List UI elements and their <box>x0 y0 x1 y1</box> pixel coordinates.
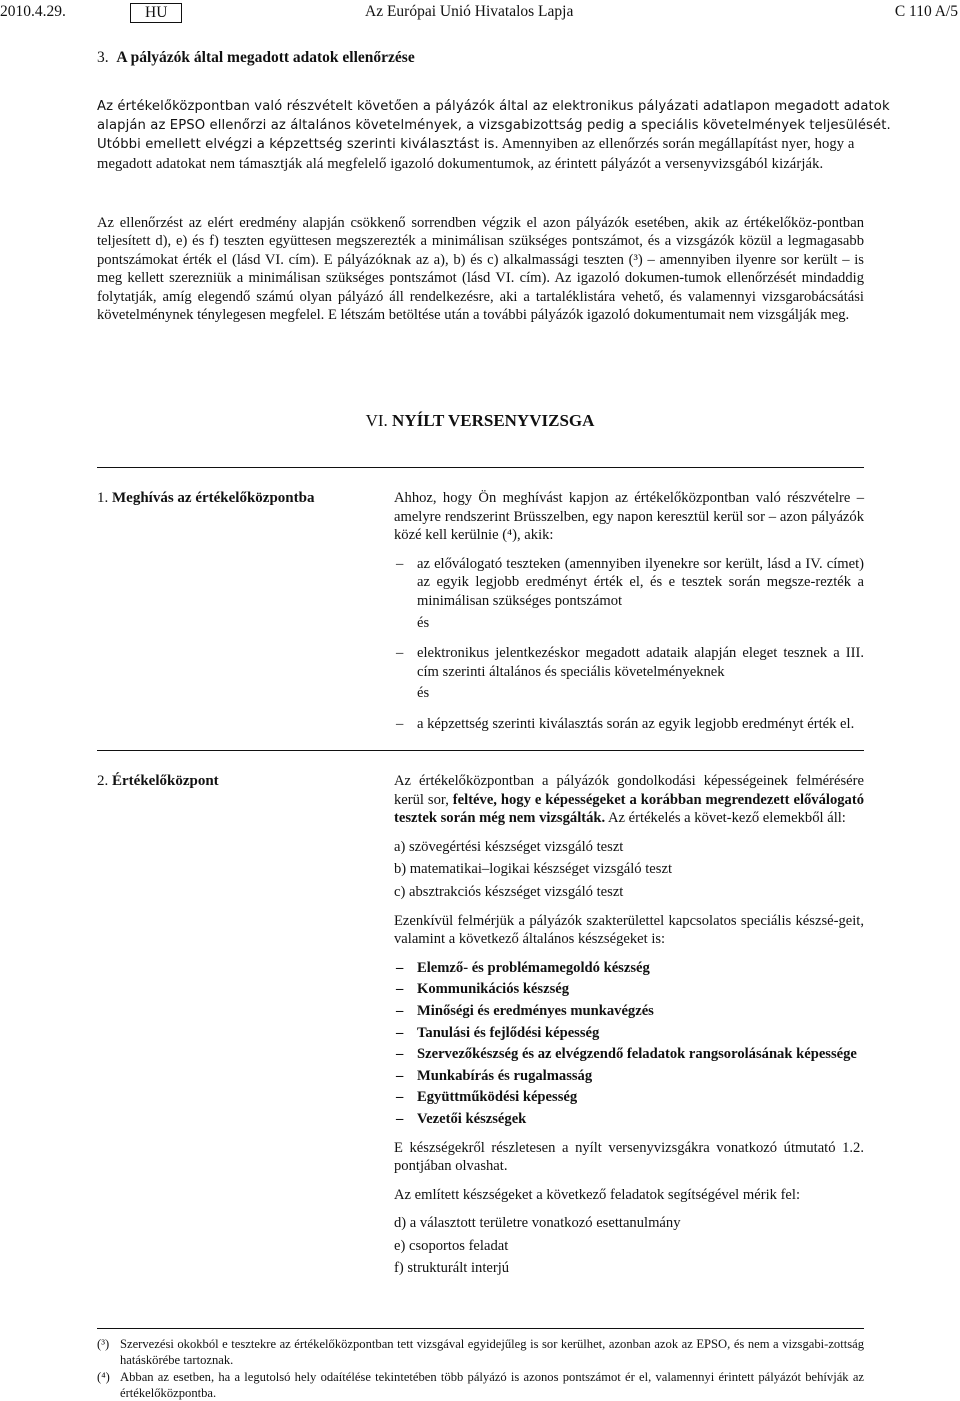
item-number: 2. <box>97 773 109 789</box>
item-number: 1. <box>97 490 109 506</box>
conjunction: és <box>417 614 430 631</box>
divider <box>97 467 864 468</box>
footnote-divider <box>97 1328 864 1329</box>
intro-emphasis: feltéve, hogy e képességeket a korábban megrendezett előválogató tesztek során még nem vizsgálták. <box>394 791 864 827</box>
footnote-text: Szervezési okokból e tesztekre az értékelőközpontban tett vizsgával egyidejűleg is sor kerülhet, azonban azok az EPSO, és nem a vizsgabi-zottság hatáskörébe tartoznak. <box>120 1337 864 1367</box>
item-1-label <box>97 489 314 507</box>
item-title: Meghívás az értékelőközpontba <box>112 490 315 506</box>
method-item: e) csoportos feladat <box>394 1237 509 1254</box>
list-item: – az előválogató teszteken (amennyiben ilyenekre sor került, lásd a IV. címet) az egyik legjobb eredményt érték el, és e tesztek során megsze-rezték a minimálisan szükséges pontszámot <box>394 555 864 611</box>
skill-item: – Elemző- és problémamegoldó készség <box>394 959 864 978</box>
language-badge: HU <box>130 3 182 23</box>
page-reference: C 110 A/5 <box>894 3 958 20</box>
item-2-body <box>394 772 864 1278</box>
test-item: a) szövegértési készséget vizsgáló teszt <box>394 838 624 855</box>
skill-item: – Szervezőkészség és az elvégzendő feladatok rangsorolásának képessége <box>394 1045 864 1064</box>
footnote-text: Abban az esetben, ha a legutolsó hely odaítélése tekintetében több pályázó is azonos pontszámot ér el, valamennyi érintett pályázót behívják az értékelőközpontba. <box>120 1370 864 1400</box>
journal-title: Az Európai Unió Hivatalos Lapja <box>365 3 574 20</box>
section-paragraph-2: Az ellenőrzést az elért eredmény alapján csökkenő sorrendben végzik el azon pályázók esetében, akik az értékelőköz-pontban teljesített d), e) és f) teszten együttesen megszerezték a minimálisan szükséges pontszámot, és a vizsgázók közül a legmagasabb pontszámokat érték el (lásd VI. cím). E pályázóknak az a), b) és c) alkalmassági teszten (³) – amennyiben ilyenre sor került – is meg kellett szerezniük a minimálisan szükséges pontszámot (lásd VI. cím). Az igazoló dokumen-tumok ellenőrzését mindaddig folytatják, amíg elegendő számú olyan pályázó áll rendelkezésre, aki a tartaléklistára vehető, és valamennyi vizsgarobácsátási követelménynek ténylegesen megfelel. E létszám betöltése után a további pályázók igazoló dokumentumait nem vizsgálják meg. <box>97 215 864 324</box>
chapter-heading <box>0 412 960 430</box>
intro-text: Az értékelőközpontban a pályázók gondolkodási képességeinek felmérésére kerül sor, <box>394 773 864 808</box>
skill-item: – Tanulási és fejlődési képesség <box>394 1024 864 1043</box>
list-item: – elektronikus jelentkezéskor megadott adataik alapján eleget tesznek a III. cím szerinti általános és speciális követelményeknek <box>394 644 864 681</box>
paragraph-line: Az értékelőközpontban való részvételt követően a pályázók által az elektronikus pályázati adatlapon megadott adatok <box>97 99 890 114</box>
intro-text: Az értékelés a követ-kező elemekből áll: <box>605 810 846 827</box>
section-paragraph-1 <box>97 98 891 173</box>
footnotes <box>97 1337 864 1401</box>
test-item: c) absztrakciós készséget vizsgáló teszt <box>394 883 624 900</box>
paragraph-line: megadott adatokat nem támasztják alá megfelelő igazoló dokumentumok, az érintett pályázót a versenyvizsgából kizárják. <box>97 155 824 172</box>
paragraph-fragment: Amennyiben az ellenőrzés során megállapítást nyer, hogy a <box>498 136 855 152</box>
chapter-title: NYÍLT VERSENYVIZSGA <box>392 411 595 430</box>
page-header <box>0 3 960 25</box>
footnote-mark: (⁴) <box>97 1370 110 1384</box>
section-heading <box>97 49 415 67</box>
test-item: b) matematikai–logikai készséget vizsgáló teszt <box>394 861 673 878</box>
skill-item: – Vezetői készségek <box>394 1110 864 1129</box>
guide-note: E készségekről részletesen a nyílt versenyvizsgákra vonatkozó útmutató 1.2. pontjában olvashat. <box>394 1139 864 1175</box>
paragraph-fragment: Utóbbi emellett elvégzi a képzettség szerinti kiválasztást is. <box>97 137 499 152</box>
methods-intro: Az említett készségeket a következő feladatok segítségével mérik fel: <box>394 1186 801 1203</box>
section-number: 3. <box>97 49 109 66</box>
footnote-mark: (³) <box>97 1337 110 1351</box>
item-intro: Ahhoz, hogy Ön meghívást kapjon az értékelőközpontban való részvételre – amelyre rendszerint Brüsszelben, egy napon keresztül kerül sor – azon pályázók közé kell kerülnie (⁴), akik: <box>394 490 864 544</box>
method-item: d) a választott területre vonatkozó esettanulmány <box>394 1215 681 1232</box>
skill-item: – Együttműködési képesség <box>394 1088 864 1107</box>
item-1-body <box>394 489 864 734</box>
conjunction: és <box>417 685 430 702</box>
footnote <box>97 1370 864 1401</box>
method-item: f) strukturált interjú <box>394 1260 510 1277</box>
chapter-number: VI. <box>365 411 388 430</box>
skill-item: – Kommunikációs készség <box>394 980 864 999</box>
item-2-label <box>97 772 219 790</box>
item-title: Értékelőközpont <box>112 773 219 789</box>
footnote <box>97 1337 864 1368</box>
list-item: – a képzettség szerinti kiválasztás során az egyik legjobb eredményt érték el. <box>394 715 864 734</box>
paragraph-line <box>97 135 864 155</box>
header-date: 2010.4.29. <box>0 3 66 20</box>
section-title: A pályázók által megadott adatok ellenőrzése <box>116 49 415 66</box>
divider <box>97 750 864 751</box>
skill-item: – Munkabírás és rugalmasság <box>394 1067 864 1086</box>
skills-intro: Ezenkívül felmérjük a pályázók szakterülettel kapcsolatos speciális készsé-geit, valamint a következő általános készségeket is: <box>394 912 864 948</box>
paragraph-line: alapján az EPSO ellenőrzi az általános követelmények, a vizsgabizottság pedig a speciális követelmények teljesülését. <box>97 117 891 133</box>
skill-item: – Minőségi és eredményes munkavégzés <box>394 1002 864 1021</box>
item-intro <box>394 772 864 828</box>
